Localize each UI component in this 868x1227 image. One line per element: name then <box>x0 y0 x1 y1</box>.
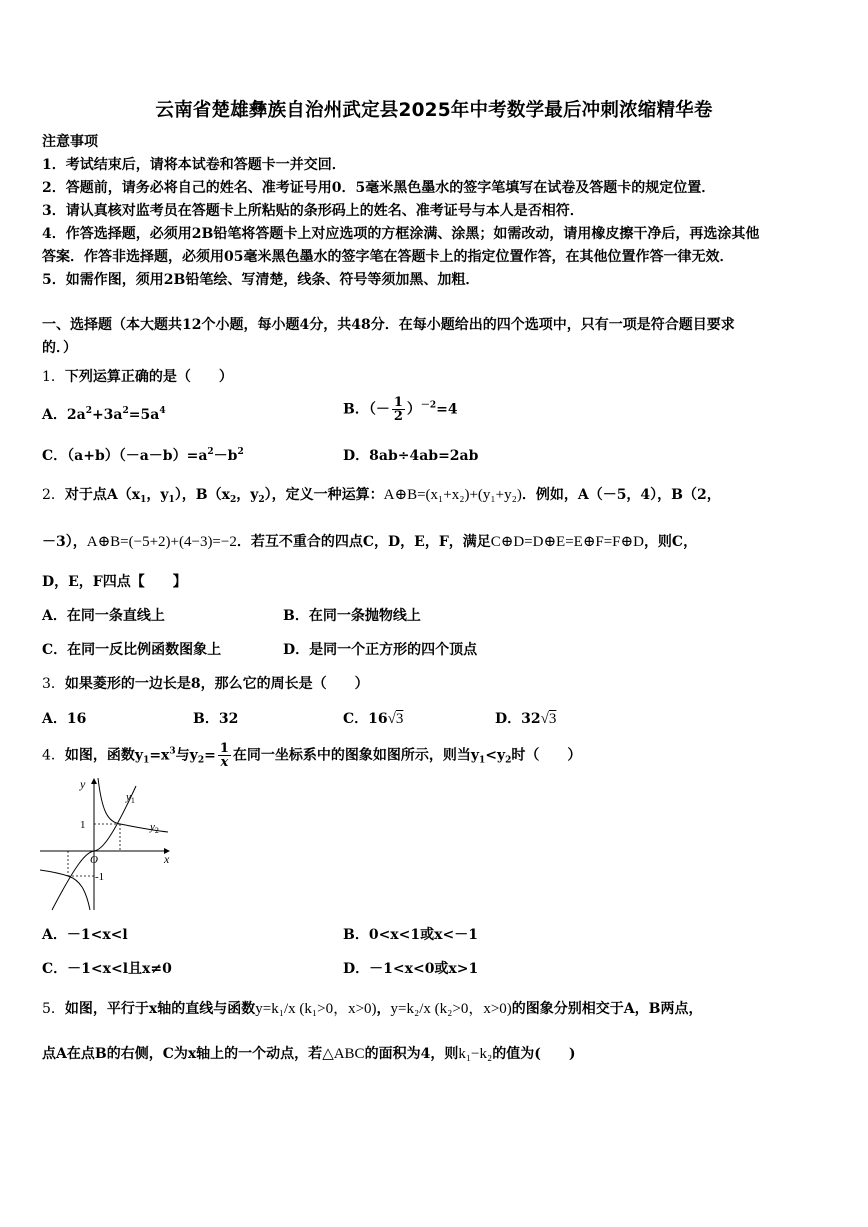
math-formula: A⊕B=(−5+2)+(4−3)=−2 <box>86 534 237 550</box>
question-1-stem <box>42 366 233 386</box>
question-text: 如果菱形的一边长是8，那么它的周长是（ ） <box>64 676 369 692</box>
text: =x <box>149 747 170 764</box>
math-formula: A⊕B=(x₁+x₂)+(y₁+y₂) <box>383 487 522 503</box>
fraction: $\frac{1}{x}$ <box>219 741 229 770</box>
option-text: A．2a <box>42 407 86 423</box>
note-item: 5．如需作图，须用2B铅笔绘、写清楚，线条、符号等须加黑、加粗． <box>42 272 480 288</box>
q3-option-a: A．16 <box>42 711 87 727</box>
note-item: 2．答题前，请务必将自己的姓名、准考证号用0．5毫米黑色墨水的签字笔填写在试卷及答题卡的规定位置． <box>42 180 716 196</box>
text: －3）， <box>42 534 87 550</box>
label-y: y <box>80 777 86 791</box>
q4-option-d: D．－1<x<0或x>1 <box>343 961 479 977</box>
text: ．例如，A（－5，4），B（2， <box>521 487 721 503</box>
note-item: 4．作答选择题，必须用2B铅笔将答题卡上对应选项的方框涂满、涂黑；如需改动，请用橡皮擦干净后，再选涂其他 <box>42 226 760 242</box>
option-text: B．（－ <box>343 401 390 418</box>
q3-option-c <box>343 708 403 728</box>
q2-option-d: D．是同一个正方形的四个顶点 <box>283 642 478 658</box>
option-text: +3a <box>91 407 123 423</box>
text: 如图，函数y <box>64 747 144 764</box>
option-text: －b <box>213 448 238 464</box>
option-text: ） <box>406 401 421 418</box>
note-item: 答案．作答非选择题，必须用05毫米黑色墨水的签字笔在答题卡上的指定位置作答，在其他位置作答一律无效． <box>42 249 734 265</box>
sqrt-symbol: √3 <box>540 711 557 727</box>
function-graph <box>40 772 176 912</box>
label-y2: $y_2$ <box>150 821 159 835</box>
q4-option-c: C．－1<x<l且x≠0 <box>42 961 172 977</box>
q1-option-b <box>343 396 458 423</box>
q4-option-a: A．－1<x<l <box>42 927 128 943</box>
text: ，则C， <box>643 534 698 550</box>
math-formula: △ABC <box>322 1046 365 1062</box>
text: 的图象分别相交于A，B两点， <box>511 1001 703 1017</box>
page-title: 云南省楚雄彝族自治州武定县2025年中考数学最后冲刺浓缩精华卷 <box>155 100 713 121</box>
curve-y2-q3 <box>40 870 90 910</box>
text: ， <box>376 1001 391 1017</box>
question-2-line3: D，E，F四点【 】 <box>42 574 187 590</box>
q3-option-d <box>495 708 556 728</box>
label-one: 1 <box>80 819 86 831</box>
text: ，y <box>146 487 169 503</box>
text: ），定义一种运算： <box>264 487 384 503</box>
question-3-stem <box>42 673 369 693</box>
text: 在同一坐标系中的图象如图所示，则当y <box>232 747 479 764</box>
text: 如图，平行于x轴的直线与函数 <box>64 1001 256 1017</box>
label-x: x <box>164 852 170 866</box>
option-text: D．32 <box>495 711 541 727</box>
text: 与y <box>175 747 198 764</box>
math-formula: y=k₂/x (k₂>0，x>0) <box>390 1001 512 1017</box>
note-item: 3．请认真核对监考员在答题卡上所粘贴的条形码上的姓名、准考证号与本人是否相符． <box>42 203 584 219</box>
question-number: 1． <box>42 369 65 385</box>
question-number: 4． <box>42 747 65 764</box>
option-text: =4 <box>436 401 458 418</box>
section-heading-cont: 的．） <box>42 340 77 356</box>
text: 的面积为4，则 <box>364 1046 459 1062</box>
q2-option-a: A．在同一条直线上 <box>42 608 165 624</box>
q4-option-b: B．0<x<1或x<－1 <box>343 927 478 943</box>
section-heading: 一、选择题（本大题共12个小题，每小题4分，共48分．在每小题给出的四个选项中，只有一项是符合题目要求 <box>42 317 735 333</box>
question-text: 下列运算正确的是（ ） <box>64 369 233 385</box>
q2-option-c: C．在同一反比例函数图象上 <box>42 642 222 658</box>
text: 时（ ） <box>511 747 582 764</box>
curve-y2-q1 <box>98 778 168 832</box>
text: ．若互不重合的四点C，D，E，F，满足 <box>236 534 491 550</box>
label-origin: O <box>90 854 98 866</box>
question-2-line2 <box>42 531 697 551</box>
option-text: C．16 <box>343 711 388 727</box>
option-text: C．（a+b）（－a－b）=a <box>42 448 208 464</box>
text: <y <box>485 747 506 764</box>
math-formula: C⊕D=D⊕E=E⊕F=F⊕D <box>490 534 644 550</box>
label-neg-one: -1 <box>95 871 105 883</box>
math-formula: y=k₁/x (k₁>0，x>0) <box>255 1001 377 1017</box>
q1-option-a: A．$2a^2+3a^2=5a^4$ <box>42 406 166 423</box>
q1-option-c: C．$(a+b)(-a-b)=a^2-b^2$ <box>42 447 244 464</box>
math-formula: k₁−k₂ <box>458 1046 493 1062</box>
text: 的值为( ) <box>492 1046 576 1062</box>
sqrt-symbol: √3 <box>387 711 404 727</box>
q1-option-d: D．8ab÷4ab=2ab <box>343 448 479 464</box>
q3-option-b: B．32 <box>193 711 239 727</box>
q2-option-b: B．在同一条抛物线上 <box>283 608 421 624</box>
option-text: =5a <box>128 407 160 423</box>
text: = <box>204 747 216 764</box>
note-item: 1．考试结束后，请将本试卷和答题卡一并交回． <box>42 157 346 173</box>
question-number: 5． <box>42 1001 65 1017</box>
question-2-line1: 2．对于点$A(x_1$，$y_1$），$B(x_2$，$y_2$），定义一种运算：A⊕B=(x₁+x₂)+(y₁+y₂)．例如，A（－5，4），B（2， <box>42 487 721 505</box>
notes-heading: 注意事项 <box>42 134 98 150</box>
question-5-line1 <box>42 997 702 1018</box>
question-number: 2． <box>42 487 65 503</box>
question-4-stem: 4．如图，函数$y_1=x^3$与$y_2=$ $\frac{1}{x}$ 在同一坐标系中的图象如图所示，则当$y_1<y_2$时（ ） <box>42 741 582 770</box>
label-y1: $y_1$ <box>126 791 135 805</box>
exponent: －2 <box>420 400 437 411</box>
question-number: 3． <box>42 676 65 692</box>
text: 点A在点B的右侧，C为x轴上的一个动点，若 <box>42 1046 323 1062</box>
y-axis-arrow <box>91 778 97 784</box>
fraction: $\frac{1}{2}$ <box>393 395 403 424</box>
text: ），B（x <box>174 487 230 503</box>
text: 对于点A（x <box>64 487 141 503</box>
question-5-line2 <box>42 1043 576 1063</box>
text: ，y <box>236 487 259 503</box>
